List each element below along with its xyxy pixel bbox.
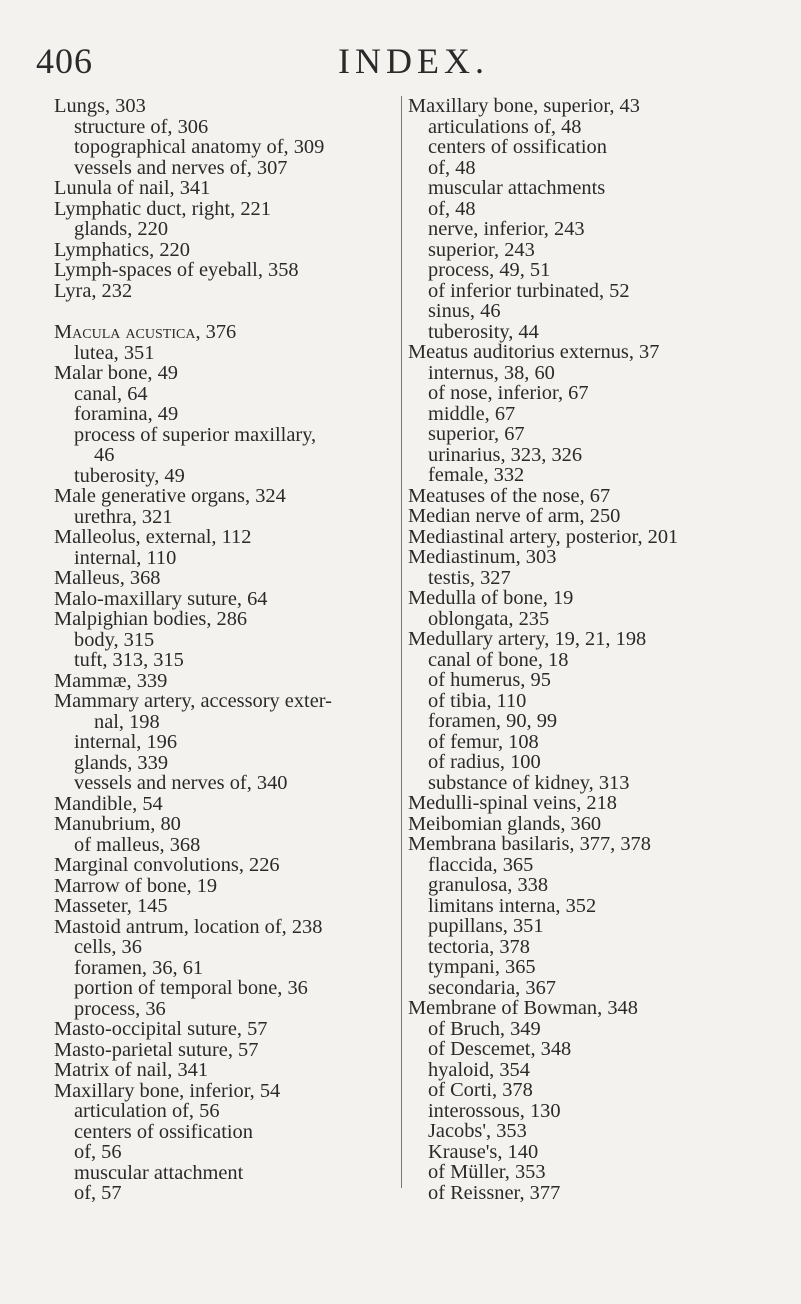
index-entry: Manubrium, 80 xyxy=(54,813,181,835)
index-entry: Malpighian bodies, 286 xyxy=(54,608,248,630)
index-entry: Macula acustica, 376 xyxy=(54,321,237,343)
index-subentry: foramen, 36, 61 xyxy=(74,956,204,979)
index-subentry: hyaloid, 354 xyxy=(428,1058,530,1081)
index-entry: Mammary artery, accessory exter- xyxy=(54,690,332,712)
index-subentry: Jacobs', 353 xyxy=(428,1120,527,1142)
index-subentry: muscular attachments xyxy=(428,177,606,199)
index-subentry: of inferior turbinated, 52 xyxy=(428,279,630,302)
index-subentry: interossous, 130 xyxy=(428,1099,561,1122)
index-entry: Mastoid antrum, location of, 238 xyxy=(54,915,323,938)
index-subentry: process, 36 xyxy=(74,997,166,1020)
index-subentry: superior, 243 xyxy=(428,238,535,261)
index-subentry: foramina, 49 xyxy=(74,403,179,425)
index-subentry: nerve, inferior, 243 xyxy=(428,218,585,240)
index-subentry: testis, 327 xyxy=(428,566,511,589)
index-subentry: of Corti, 378 xyxy=(428,1079,533,1101)
index-subentry: superior, 67 xyxy=(428,423,525,445)
running-head: INDEX. xyxy=(338,41,489,81)
index-subentry: vessels and nerves of, 307 xyxy=(74,156,288,179)
index-subentry: of, 56 xyxy=(74,1141,122,1163)
index-subentry: middle, 67 xyxy=(428,402,516,425)
index-entry: Medulli-spinal veins, 218 xyxy=(408,792,617,814)
index-subentry: pupillans, 351 xyxy=(428,915,544,937)
index-entry: Lymph-spaces of eyeball, 358 xyxy=(54,259,299,281)
index-entry: Mammæ, 339 xyxy=(54,669,168,692)
index-subentry: secondaria, 367 xyxy=(428,976,556,999)
index-subentry: glands, 339 xyxy=(74,751,169,774)
index-entry: Malo-maxillary suture, 64 xyxy=(54,587,268,610)
index-subentry: 46 xyxy=(94,444,115,466)
index-subentry: process of superior maxillary, xyxy=(74,423,317,446)
index-entry: Matrix of nail, 341 xyxy=(54,1059,209,1081)
index-entry: Mediastinum, 303 xyxy=(408,546,557,568)
index-subentry: lutea, 351 xyxy=(74,341,155,364)
index-subentry: of, 57 xyxy=(74,1182,122,1204)
index-entry: Lyra, 232 xyxy=(54,279,133,302)
index-subentry: limitans interna, 352 xyxy=(428,894,597,917)
index-subentry: of tibia, 110 xyxy=(428,689,527,712)
index-subentry: articulations of, 48 xyxy=(428,115,582,138)
index-subentry: of Descemet, 348 xyxy=(428,1038,572,1060)
page-number: 406 xyxy=(36,41,93,81)
index-subentry: structure of, 306 xyxy=(74,115,209,138)
index-subentry: substance of kidney, 313 xyxy=(428,771,630,794)
index-column-left xyxy=(54,96,404,1204)
index-subentry: granulosa, 338 xyxy=(428,874,549,896)
index-subentry: of Bruch, 349 xyxy=(428,1017,541,1040)
index-entry: Masto-occipital suture, 57 xyxy=(54,1018,268,1040)
index-entry: Meibomian glands, 360 xyxy=(408,812,602,835)
index-entry: Marrow of bone, 19 xyxy=(54,874,218,897)
index-entry: Lymphatic duct, right, 221 xyxy=(54,197,271,220)
index-entry: Malar bone, 49 xyxy=(54,362,179,384)
index-entry: Mandible, 54 xyxy=(54,792,163,815)
index-subentry: canal, 64 xyxy=(74,382,148,405)
index-subentry: cells, 36 xyxy=(74,936,142,958)
index-subentry: internal, 110 xyxy=(74,546,177,569)
index-subentry: topographical anatomy of, 309 xyxy=(74,136,325,158)
index-subentry: nal, 198 xyxy=(94,710,160,733)
index-column-right xyxy=(408,96,768,1203)
index-entry: Meatus auditorius externus, 37 xyxy=(408,341,660,363)
index-entry: Membrana basilaris, 377, 378 xyxy=(408,833,651,855)
index-subentry: of humerus, 95 xyxy=(428,669,551,691)
index-subentry: of malleus, 368 xyxy=(74,833,201,856)
index-subentry: centers of ossification xyxy=(428,136,607,158)
index-subentry: internal, 196 xyxy=(74,731,178,753)
index-subentry: of, 48 xyxy=(428,197,476,220)
index-entry: Maxillary bone, inferior, 54 xyxy=(54,1079,281,1102)
index-subentry: urethra, 321 xyxy=(74,505,173,528)
index-subentry: urinarius, 323, 326 xyxy=(428,443,583,466)
index-subentry: of femur, 108 xyxy=(428,730,539,753)
index-subentry: sinus, 46 xyxy=(428,300,501,322)
index-subentry: Krause's, 140 xyxy=(428,1140,539,1163)
index-entry: Membrane of Bowman, 348 xyxy=(408,997,638,1019)
index-entry: Mediastinal artery, posterior, 201 xyxy=(408,525,679,548)
index-entry: Meatuses of the nose, 67 xyxy=(408,484,611,507)
index-subentry: portion of temporal bone, 36 xyxy=(74,977,308,999)
index-subentry: female, 332 xyxy=(428,464,525,486)
index-subentry: vessels and nerves of, 340 xyxy=(74,772,288,794)
index-entry: Maxillary bone, superior, 43 xyxy=(408,95,640,117)
index-entry: Lymphatics, 220 xyxy=(54,238,190,261)
index-subentry: of, 48 xyxy=(428,156,476,179)
index-subentry: oblongata, 235 xyxy=(428,607,550,630)
index-subentry: flaccida, 365 xyxy=(428,853,534,876)
index-entry: Medullary artery, 19, 21, 198 xyxy=(408,628,647,650)
index-subentry: of Reissner, 377 xyxy=(428,1181,561,1204)
index-entry: Masto-parietal suture, 57 xyxy=(54,1038,259,1061)
index-subentry: tuberosity, 44 xyxy=(428,320,539,343)
index-subentry: articulation of, 56 xyxy=(74,1100,220,1122)
index-subentry: centers of ossification xyxy=(74,1120,253,1143)
index-subentry: muscular attachment xyxy=(74,1161,244,1184)
index-entry: Medulla of bone, 19 xyxy=(408,587,574,609)
index-subentry: tectoria, 378 xyxy=(428,935,530,958)
index-subentry: of Müller, 353 xyxy=(428,1161,546,1183)
index-entry: Malleolus, external, 112 xyxy=(54,526,252,548)
index-subentry: body, 315 xyxy=(74,628,155,651)
index-subentry: process, 49, 51 xyxy=(428,259,551,281)
index-subentry: of radius, 100 xyxy=(428,751,541,773)
index-subentry: tuberosity, 49 xyxy=(74,464,185,487)
index-entry: Lunula of nail, 341 xyxy=(54,177,211,199)
index-entry: Lungs, 303 xyxy=(54,95,146,117)
column-divider xyxy=(401,96,402,1188)
index-entry: Male generative organs, 324 xyxy=(54,485,286,507)
index-subentry: canal of bone, 18 xyxy=(428,648,569,671)
index-subentry: foramen, 90, 99 xyxy=(428,710,558,732)
index-subentry: of nose, inferior, 67 xyxy=(428,382,589,404)
index-subentry: tuft, 313, 315 xyxy=(74,649,184,671)
index-entry: Masseter, 145 xyxy=(54,895,168,917)
index-entry: Median nerve of arm, 250 xyxy=(408,505,621,527)
index-entry: Malleus, 368 xyxy=(54,567,161,589)
index-entry: Marginal convolutions, 226 xyxy=(54,854,280,876)
index-subentry: internus, 38, 60 xyxy=(428,361,555,384)
index-subentry: glands, 220 xyxy=(74,218,169,240)
index-subentry: tympani, 365 xyxy=(428,956,536,978)
